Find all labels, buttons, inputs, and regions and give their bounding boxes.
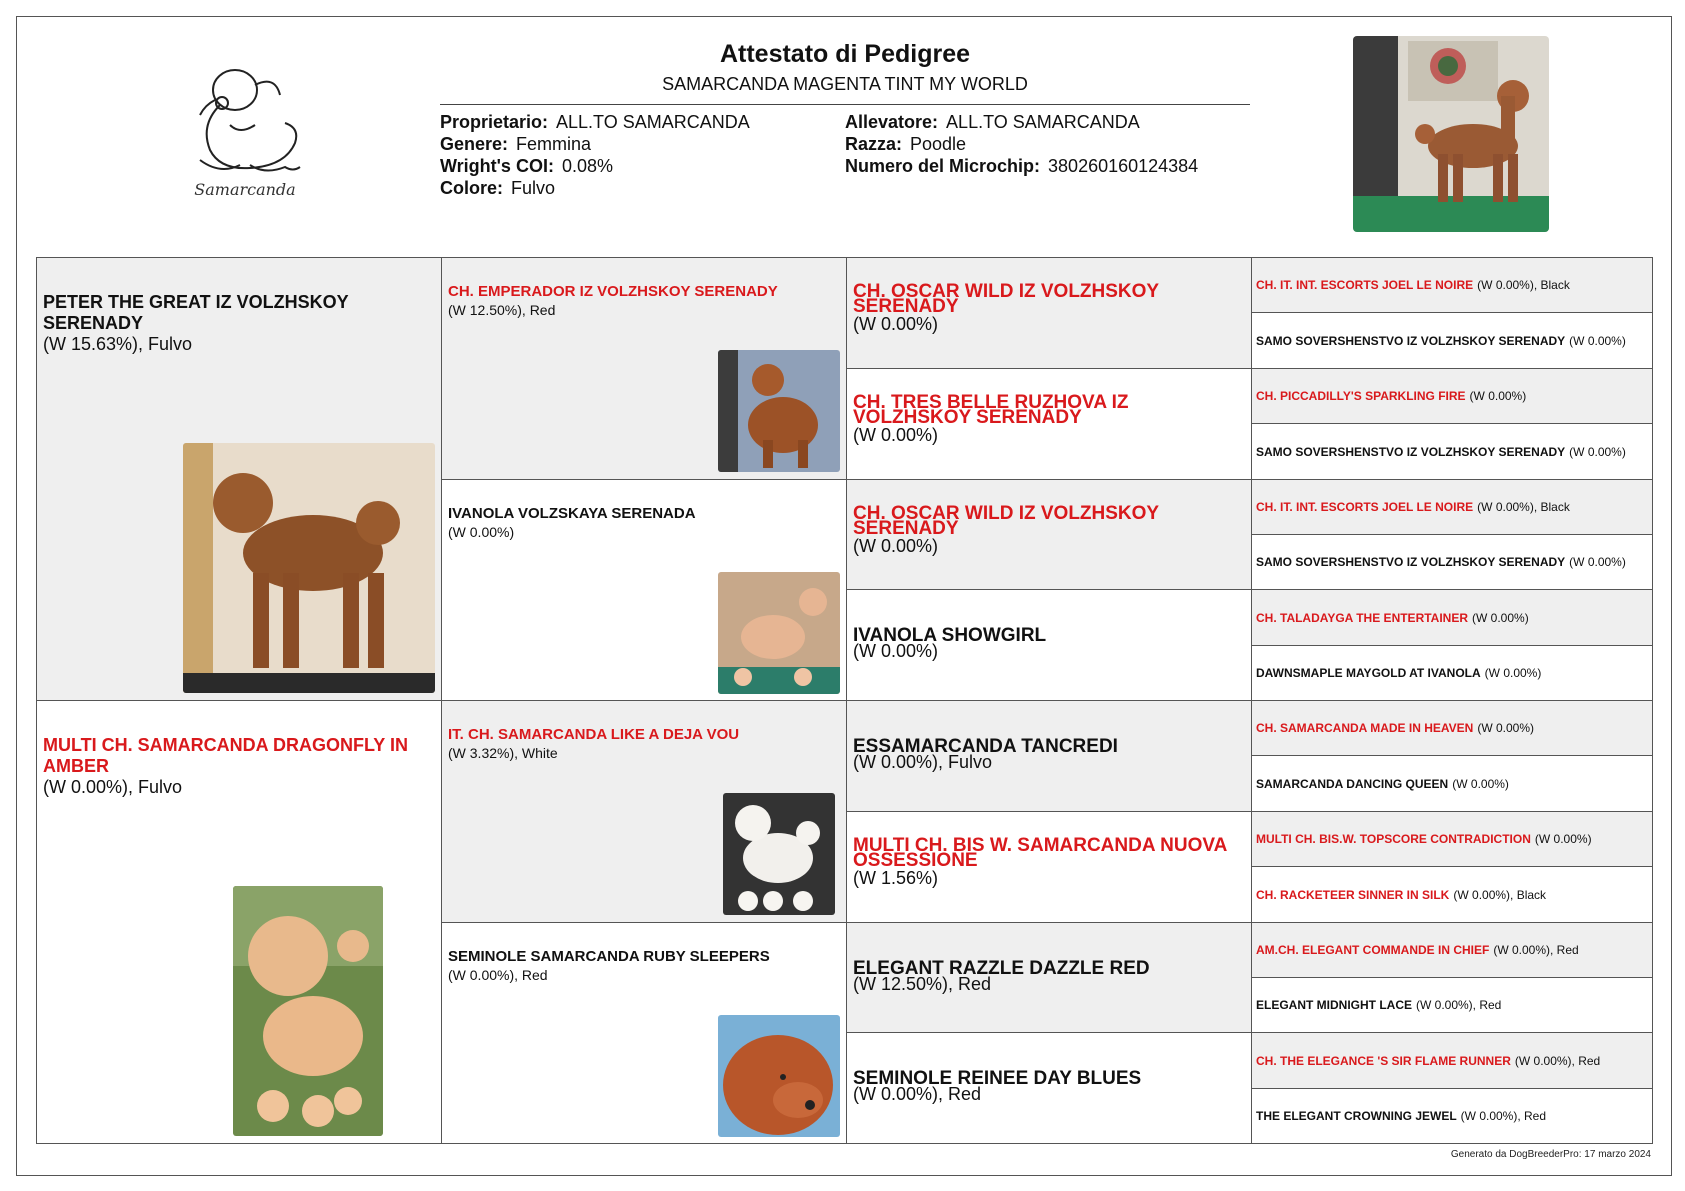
gen2-photo-2 xyxy=(718,572,840,694)
gen4-detail-5: (W 0.00%), Black xyxy=(1477,500,1570,514)
gen4-name-8: DAWNSMAPLE MAYGOLD AT IVANOLA xyxy=(1256,666,1481,680)
gen3-detail-1: (W 0.00%) xyxy=(853,314,939,334)
logo-text: Samarcanda xyxy=(194,180,296,199)
gen3-name-7: ELEGANT RAZZLE DAZZLE RED xyxy=(853,958,1150,979)
gen3-name-4: IVANOLA SHOWGIRL xyxy=(853,625,1047,646)
gen3-detail-6: (W 1.56%) xyxy=(853,868,939,888)
gen4-detail-7: (W 0.00%) xyxy=(1472,610,1529,625)
gen4-detail-16: (W 0.00%), Red xyxy=(1460,1109,1547,1123)
gen3-cell-5 xyxy=(847,701,1252,812)
info-left xyxy=(440,111,750,199)
gen4-name-10: SAMARCANDA DANCING QUEEN xyxy=(1256,776,1449,791)
gen4-detail-15: (W 0.00%), Red xyxy=(1514,1053,1601,1068)
gen4-name-15: CH. THE ELEGANCE 'S SIR FLAME RUNNER xyxy=(1256,1053,1511,1068)
gen4-detail-11: (W 0.00%) xyxy=(1534,832,1592,846)
gen3-cell-3 xyxy=(847,480,1252,590)
gen4-detail-8: (W 0.00%) xyxy=(1484,666,1542,680)
gen4-name-5: CH. IT. INT. ESCORTS JOEL LE NOIRE xyxy=(1256,500,1474,514)
gen2-photo-3 xyxy=(723,793,835,915)
gen3-detail-7: (W 12.50%), Red xyxy=(853,974,992,994)
gen2-detail-2: (W 0.00%) xyxy=(448,524,515,540)
gen2-name-3: IT. CH. SAMARCANDA LIKE A DEJA VOU xyxy=(448,726,740,743)
gen2-name-1: CH. EMPERADOR IZ VOLZHSKOY SERENADY xyxy=(448,283,778,300)
info-breed: Razza: Poodle xyxy=(845,134,967,154)
pedigree-grid xyxy=(36,257,1653,1144)
gen4-cell-3 xyxy=(1252,369,1653,424)
gen4-cell-15 xyxy=(1252,1033,1653,1089)
gen4-cell-11 xyxy=(1252,812,1653,867)
info-gender: Genere: Femmina xyxy=(440,134,592,154)
info-coi: Wright's COI: 0.08% xyxy=(440,156,613,176)
gen3-cell-8 xyxy=(847,1033,1252,1144)
gen4-name-9: CH. SAMARCANDA MADE IN HEAVEN xyxy=(1256,721,1474,735)
gen4-name-2: SAMO SOVERSHENSTVO IZ VOLZHSKOY SERENADY xyxy=(1256,333,1566,348)
gen1-sire-photo xyxy=(183,443,435,693)
gen2-cell-2 xyxy=(442,480,847,701)
info-breeder: Allevatore: ALL.TO SAMARCANDA xyxy=(845,112,1140,132)
gen3-cell-6 xyxy=(847,812,1252,923)
gen4-detail-10: (W 0.00%) xyxy=(1452,776,1509,791)
info-microchip: Numero del Microchip: 380260160124384 xyxy=(845,156,1199,176)
gen4-detail-1: (W 0.00%), Black xyxy=(1477,278,1570,292)
gen4-name-4: SAMO SOVERSHENSTVO IZ VOLZHSKOY SERENADY xyxy=(1256,444,1566,459)
gen3-name-5: ESSAMARCANDA TANCREDI xyxy=(853,736,1118,757)
gen1-sire xyxy=(37,258,442,701)
gen4-name-3: CH. PICCADILLY'S SPARKLING FIRE xyxy=(1256,389,1466,403)
gen3-name-2: CH. TRES BELLE RUZHOVA IZ VOLZHSKOY SERENADY xyxy=(853,392,1129,428)
gen1-dam-name: MULTI CH. SAMARCANDA DRAGONFLY IN AMBER xyxy=(43,735,408,776)
page-title: Attestato di Pedigree xyxy=(719,40,971,68)
gen4-detail-12: (W 0.00%), Black xyxy=(1453,887,1547,902)
gen3-cell-1 xyxy=(847,258,1252,369)
gen4-detail-6: (W 0.00%) xyxy=(1569,555,1626,569)
gen4-name-16: THE ELEGANT CROWNING JEWEL xyxy=(1256,1109,1457,1123)
gen4-detail-2: (W 0.00%) xyxy=(1569,333,1626,348)
gen1-dam-detail: (W 0.00%), Fulvo xyxy=(43,777,183,797)
gen4-cell-14 xyxy=(1252,978,1653,1033)
gen3-detail-2: (W 0.00%) xyxy=(853,425,939,445)
gen2-detail-1: (W 12.50%), Red xyxy=(448,302,556,318)
gen4-name-11: MULTI CH. BIS.W. TOPSCORE CONTRADICTION xyxy=(1256,832,1531,846)
gen4-cell-9 xyxy=(1252,701,1653,756)
info-owner: Proprietario: ALL.TO SAMARCANDA xyxy=(440,112,750,132)
main-dog-photo xyxy=(1353,36,1549,232)
gen4-name-1: CH. IT. INT. ESCORTS JOEL LE NOIRE xyxy=(1256,278,1474,292)
gen3-detail-8: (W 0.00%), Red xyxy=(853,1084,982,1104)
gen3-name-1: CH. OSCAR WILD IZ VOLZHSKOY SERENADY xyxy=(853,281,1159,317)
info-color: Colore: Fulvo xyxy=(440,178,556,198)
gen4-cell-6 xyxy=(1252,535,1653,590)
gen4-cell-8 xyxy=(1252,646,1653,701)
gen4-name-7: CH. TALADAYGA THE ENTERTAINER xyxy=(1256,610,1469,625)
gen4-detail-3: (W 0.00%) xyxy=(1469,389,1527,403)
gen3-cell-4 xyxy=(847,590,1252,701)
gen1-dam xyxy=(37,701,442,1144)
gen4-cell-4 xyxy=(1252,424,1653,480)
gen2-detail-3: (W 3.32%), White xyxy=(448,745,558,761)
gen3-cell-7 xyxy=(847,923,1252,1033)
header-divider xyxy=(440,104,1250,105)
gen4-cell-16 xyxy=(1252,1089,1653,1144)
gen2-cell-4 xyxy=(442,923,847,1144)
gen3-detail-4: (W 0.00%) xyxy=(853,641,939,661)
gen2-photo-4 xyxy=(718,1015,840,1137)
gen3-detail-3: (W 0.00%) xyxy=(853,536,939,556)
gen2-detail-4: (W 0.00%), Red xyxy=(448,967,548,983)
gen4-cell-12 xyxy=(1252,867,1653,923)
gen2-photo-1 xyxy=(718,350,840,472)
gen1-dam-photo xyxy=(233,886,383,1136)
gen4-detail-13: (W 0.00%), Red xyxy=(1493,943,1579,957)
gen2-cell-1 xyxy=(442,258,847,480)
footer-generated: Generato da DogBreederPro: 17 marzo 2024 xyxy=(1450,1149,1651,1160)
gen4-name-6: SAMO SOVERSHENSTVO IZ VOLZHSKOY SERENADY xyxy=(1256,555,1566,569)
poodle-logo-icon xyxy=(160,55,330,185)
gen4-name-13: AM.CH. ELEGANT COMMANDE IN CHIEF xyxy=(1256,943,1490,957)
gen3-cell-2 xyxy=(847,369,1252,480)
gen4-detail-14: (W 0.00%), Red xyxy=(1416,998,1502,1012)
gen2-name-2: IVANOLA VOLZSKAYA SERENADA xyxy=(448,505,696,522)
gen4-cell-10 xyxy=(1252,756,1653,812)
gen4-cell-7 xyxy=(1252,590,1653,646)
gen3-detail-5: (W 0.00%), Fulvo xyxy=(853,752,993,772)
kennel-logo xyxy=(160,55,330,215)
gen4-detail-4: (W 0.00%) xyxy=(1569,444,1626,459)
gen1-sire-name: PETER THE GREAT IZ VOLZHSKOY SERENADY xyxy=(43,292,349,333)
gen4-cell-1 xyxy=(1252,258,1653,313)
dog-name: SAMARCANDA MAGENTA TINT MY WORLD xyxy=(662,74,1028,94)
gen2-name-4: SEMINOLE SAMARCANDA RUBY SLEEPERS xyxy=(448,948,770,965)
gen2-cell-3 xyxy=(442,701,847,923)
gen3-name-3: CH. OSCAR WILD IZ VOLZHSKOY SERENADY xyxy=(853,503,1159,539)
gen4-detail-9: (W 0.00%) xyxy=(1477,721,1535,735)
gen3-name-6: MULTI CH. BIS W. SAMARCANDA NUOVA OSSESSIONE xyxy=(853,835,1227,871)
gen3-name-8: SEMINOLE REINEE DAY BLUES xyxy=(853,1068,1142,1089)
gen1-sire-detail: (W 15.63%), Fulvo xyxy=(43,334,193,354)
gen4-cell-13 xyxy=(1252,923,1653,978)
gen4-name-12: CH. RACKETEER SINNER IN SILK xyxy=(1256,887,1450,902)
gen4-cell-2 xyxy=(1252,313,1653,369)
gen4-name-14: ELEGANT MIDNIGHT LACE xyxy=(1256,998,1412,1012)
gen4-cell-5 xyxy=(1252,480,1653,535)
info-right xyxy=(845,111,1198,177)
